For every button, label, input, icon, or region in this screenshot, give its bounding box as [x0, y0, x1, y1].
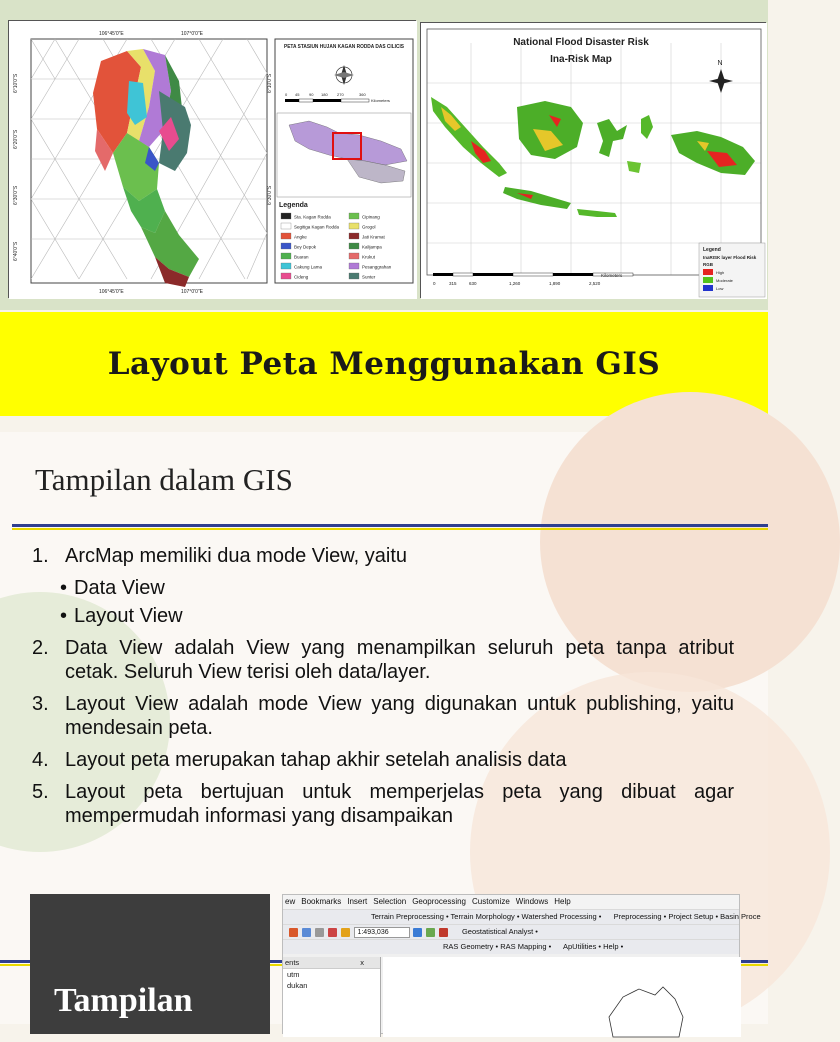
menu-item[interactable]: Help — [554, 897, 571, 906]
legend-label: Segitiga Kagan Rodda — [294, 224, 340, 230]
menu-item[interactable]: Selection — [373, 897, 407, 906]
toolbar-terrain-label[interactable]: Terrain Preprocessing • Terrain Morphology • Watershed Processing • — [370, 912, 602, 921]
left-map-title: PETA STASIUN HUJAN KAGAN RODDA DAS CILICIS — [284, 44, 405, 50]
flood-risk-map-canvas — [421, 23, 767, 299]
scale-tick: 315 — [449, 281, 457, 286]
lat-label: 6°10'0"S — [13, 73, 19, 93]
legend-swatch — [281, 273, 291, 279]
toolbar-aputilities-label[interactable]: ApUtilities • Help • — [562, 942, 624, 951]
legend-label: Angke — [294, 234, 307, 240]
legend-swatch — [349, 213, 359, 219]
menu-item[interactable]: Customize — [472, 897, 510, 906]
toc-header-label: ents — [285, 958, 300, 967]
arcmap-standard-toolbar — [283, 924, 739, 939]
save-icon[interactable] — [302, 928, 311, 937]
arcmap-menubar — [283, 895, 739, 909]
list-item — [32, 544, 734, 568]
lon-label: 106°45'0"E — [99, 289, 124, 295]
scale-tick: 0 — [433, 281, 436, 286]
sub-list-text: Layout View — [74, 605, 183, 627]
map-scale-input[interactable]: 1:493,036 — [354, 927, 410, 938]
flood-map-subtitle: Ina-Risk Map — [550, 54, 612, 65]
lat-label: 6°10'0"S — [267, 73, 273, 93]
legend-label: Sunter — [362, 274, 376, 280]
title-divider-accent — [12, 528, 768, 530]
list-number: 5. — [32, 781, 49, 803]
scale-tick: 45 — [295, 92, 300, 97]
legend-label: High — [716, 270, 725, 275]
bullet: • — [60, 605, 68, 627]
list-number: 3. — [32, 693, 49, 715]
lat-label: 6°30'0"S — [13, 185, 19, 205]
table-of-contents — [283, 957, 381, 1037]
scale-tick: 180 — [321, 92, 328, 97]
lon-label: 107°0'0"E — [181, 289, 203, 295]
left-legend-title: Legenda — [279, 202, 308, 209]
scale-tick: 2,520 — [589, 281, 601, 286]
legend-swatch — [349, 273, 359, 279]
bullet: • — [60, 577, 68, 599]
title-divider — [12, 524, 768, 527]
catalog-icon[interactable] — [426, 928, 435, 937]
list-number: 4. — [32, 749, 49, 771]
flood-legend-subtitle: InaRISK layer Flood Risk — [703, 255, 757, 260]
menu-item[interactable]: Geoprocessing — [412, 897, 466, 906]
lon-label: 107°0'0"E — [181, 31, 203, 37]
arcmap-screenshot — [282, 894, 761, 1034]
legend-swatch — [703, 269, 713, 275]
map-view-canvas — [383, 957, 741, 1037]
list-number: 1. — [32, 545, 49, 567]
add-data-icon[interactable] — [341, 928, 350, 937]
lat-label: 6°30'0"S — [267, 185, 273, 205]
next-section-title: Tampilan — [54, 982, 193, 1019]
legend-label: Bey Depok — [294, 244, 317, 250]
legend-label: Cipinang — [362, 214, 380, 220]
legend-swatch — [281, 253, 291, 259]
legend-swatch — [349, 223, 359, 229]
legend-swatch — [703, 277, 713, 283]
flood-legend-rgb: RGB — [703, 262, 713, 267]
flood-map-title: National Flood Disaster Risk — [513, 37, 649, 48]
scale-tick: 270 — [337, 92, 344, 97]
menu-item[interactable]: Insert — [347, 897, 368, 906]
slide-title: Tampilan dalam GIS — [35, 462, 293, 497]
list-item — [32, 780, 734, 828]
legend-swatch — [349, 243, 359, 249]
slide-content — [0, 432, 768, 1024]
menu-item[interactable]: Bookmarks — [301, 897, 342, 906]
sub-list-item — [32, 576, 734, 600]
arcmap-toolbar — [283, 909, 761, 924]
toolbar-ras-label[interactable]: RAS Geometry • RAS Mapping • — [443, 942, 552, 951]
legend-label: Sta. Kagan Rodda — [294, 214, 331, 220]
scale-tick: 1,890 — [549, 281, 561, 286]
toc-row[interactable]: utm — [287, 970, 300, 979]
scale-tick: 630 — [469, 281, 477, 286]
scale-tick: 1,260 — [509, 281, 521, 286]
scale-tick: 0 — [285, 92, 288, 97]
toc-header — [283, 957, 380, 969]
legend-swatch — [349, 253, 359, 259]
scale-label: Kilometers — [371, 98, 390, 103]
legend-label: Low — [716, 286, 724, 291]
list-text: Layout peta merupakan tahap akhir setelah analisis data — [65, 749, 567, 771]
rain-station-map — [8, 20, 416, 298]
cut-icon[interactable] — [328, 928, 337, 937]
arcmap-map-view[interactable] — [383, 957, 741, 1037]
legend-label: Buaran — [294, 254, 309, 260]
menu-item[interactable]: Windows — [515, 897, 549, 906]
legend-swatch — [349, 263, 359, 269]
legend-swatch — [281, 233, 291, 239]
arcmap-ras-toolbar — [283, 939, 739, 954]
content-list — [32, 544, 734, 836]
lat-label: 6°20'0"S — [13, 129, 19, 149]
legend-label: Moderate — [716, 278, 733, 283]
inset-java-map — [277, 113, 411, 197]
flood-legend-title: Legend — [703, 247, 721, 253]
legend-label: Cideng — [294, 274, 309, 280]
toc-row[interactable]: dukan — [287, 981, 308, 990]
legend-swatch — [703, 285, 713, 291]
toolbar-geostat-label[interactable]: Geostatistical Analyst • — [461, 927, 538, 936]
lon-label: 106°45'0"E — [99, 31, 124, 37]
legend-label: Grogol — [362, 224, 376, 230]
list-item — [32, 692, 734, 740]
flood-risk-map — [420, 22, 766, 298]
sub-list-text: Data View — [74, 577, 165, 599]
legend-swatch — [281, 223, 291, 229]
list-item — [32, 748, 734, 772]
scale-tick: 90 — [309, 92, 314, 97]
lat-label: 6°40'0"S — [13, 241, 19, 261]
list-number: 2. — [32, 637, 49, 659]
legend-swatch — [281, 263, 291, 269]
legend-label: Krukut — [362, 254, 376, 260]
scale-label: Kilometers — [601, 273, 623, 278]
legend-swatch — [281, 243, 291, 249]
editor-icon[interactable] — [413, 928, 422, 937]
arctoolbox-icon[interactable] — [439, 928, 448, 937]
open-icon[interactable] — [289, 928, 298, 937]
list-text: Layout View adalah mode View yang digunakan untuk publishing, yaitu mendesain peta. — [65, 693, 734, 739]
rain-station-map-canvas — [9, 21, 417, 299]
north-label: N — [717, 60, 723, 67]
banner-title: Layout Peta Menggunakan GIS — [107, 346, 661, 382]
menu-item[interactable]: ew — [285, 897, 296, 906]
legend-label: Cakung Lama — [294, 264, 323, 270]
legend-label: Kalijampa — [362, 244, 382, 250]
sub-list-item — [32, 604, 734, 628]
close-icon[interactable]: x — [360, 958, 364, 967]
scale-tick: 360 — [359, 92, 366, 97]
legend-swatch — [281, 213, 291, 219]
legend-swatch — [349, 233, 359, 239]
next-section-panel — [30, 894, 270, 1034]
toolbar-preprocessing-label[interactable]: Preprocessing • Project Setup • Basin Proce — [613, 912, 761, 921]
list-text: Data View adalah View yang menampilkan seluruh peta tanpa atribut cetak. Seluruh View terisi oleh data/layer. — [65, 637, 734, 683]
list-item — [32, 636, 734, 684]
list-text: Layout peta bertujuan untuk memperjelas peta yang dibuat agar mempermudah informasi yang disampaikan — [65, 781, 734, 827]
print-icon[interactable] — [315, 928, 324, 937]
list-text: ArcMap memiliki dua mode View, yaitu — [65, 545, 407, 567]
top-map-band — [0, 0, 768, 310]
legend-label: Pesanggrahan — [362, 264, 392, 270]
legend-label: Jati Kramat — [362, 234, 385, 240]
